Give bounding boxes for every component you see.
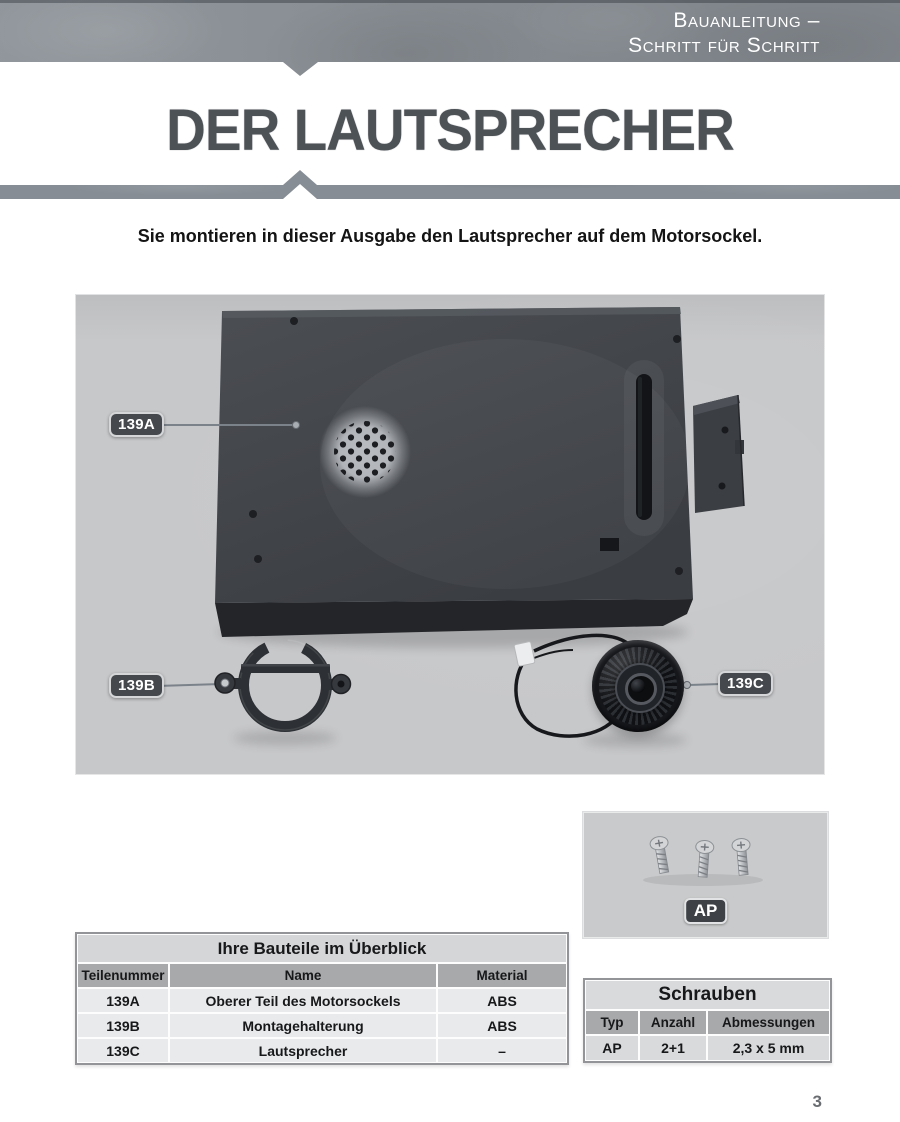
part-number: 139B xyxy=(78,1014,168,1037)
screw-type-badge: AP xyxy=(684,898,728,924)
screw-icon xyxy=(694,840,715,878)
parts-table xyxy=(75,932,569,1065)
mounting-bracket-part xyxy=(215,640,351,730)
intro-text: Sie montieren in dieser Ausgabe den Lautsprecher auf dem Motorsockel. xyxy=(137,226,763,246)
part-number: 139C xyxy=(78,1039,168,1062)
pointer-dot-139c xyxy=(684,682,691,689)
speaker-shadow xyxy=(583,733,687,747)
speaker-part xyxy=(592,640,684,732)
screw-dimensions: 2,3 x 5 mm xyxy=(708,1036,829,1060)
parts-col-teilenummer: Teilenummer xyxy=(78,964,168,987)
speaker-grille xyxy=(319,406,411,498)
part-name: Oberer Teil des Motorsockels xyxy=(170,989,436,1012)
screw-icon xyxy=(649,835,673,874)
part-label-139a: 139A xyxy=(109,412,164,437)
kicker-line-2: Schritt für Schritt xyxy=(628,34,820,57)
screws-illustration xyxy=(583,812,828,896)
header-kicker xyxy=(628,8,820,58)
screws-box xyxy=(583,812,828,938)
page-title: DER LAUTSPRECHER xyxy=(166,97,734,163)
slot-opening xyxy=(624,360,664,536)
motor-base-top-part xyxy=(215,307,744,637)
parts-col-material: Material xyxy=(438,964,566,987)
screws-table-title: Schrauben xyxy=(586,981,829,1009)
square-cutout xyxy=(600,538,619,551)
screws-col-anzahl: Anzahl xyxy=(640,1011,706,1034)
parts-col-name: Name xyxy=(170,964,436,987)
part-label-139c: 139C xyxy=(718,671,773,696)
screw-icon xyxy=(732,838,753,876)
part-material: ABS xyxy=(438,1014,566,1037)
part-material: – xyxy=(438,1039,566,1062)
bracket-shadow xyxy=(233,731,337,745)
page-number: 3 xyxy=(812,1092,822,1111)
speaker-dome xyxy=(631,679,645,693)
screws-table xyxy=(583,978,832,1063)
part-number: 139A xyxy=(78,989,168,1012)
screw-type: AP xyxy=(586,1036,638,1060)
header-band-edge xyxy=(0,0,900,3)
screws-col-abmessungen: Abmessungen xyxy=(708,1011,829,1034)
pointer-dot-139a xyxy=(293,422,300,429)
side-bracket-extension xyxy=(693,395,744,513)
part-name: Lautsprecher xyxy=(170,1039,436,1062)
figure-panel xyxy=(75,294,825,775)
screws-col-typ: Typ xyxy=(586,1011,638,1034)
part-material: ABS xyxy=(438,989,566,1012)
part-name: Montagehalterung xyxy=(170,1014,436,1037)
part-label-139b: 139B xyxy=(109,673,164,698)
kicker-line-1: Bauanleitung – xyxy=(673,9,820,32)
figure-illustration xyxy=(75,294,825,775)
parts-table-title: Ihre Bauteile im Überblick xyxy=(78,935,566,962)
screw-count: 2+1 xyxy=(640,1036,706,1060)
divider-ribbon xyxy=(0,168,900,200)
